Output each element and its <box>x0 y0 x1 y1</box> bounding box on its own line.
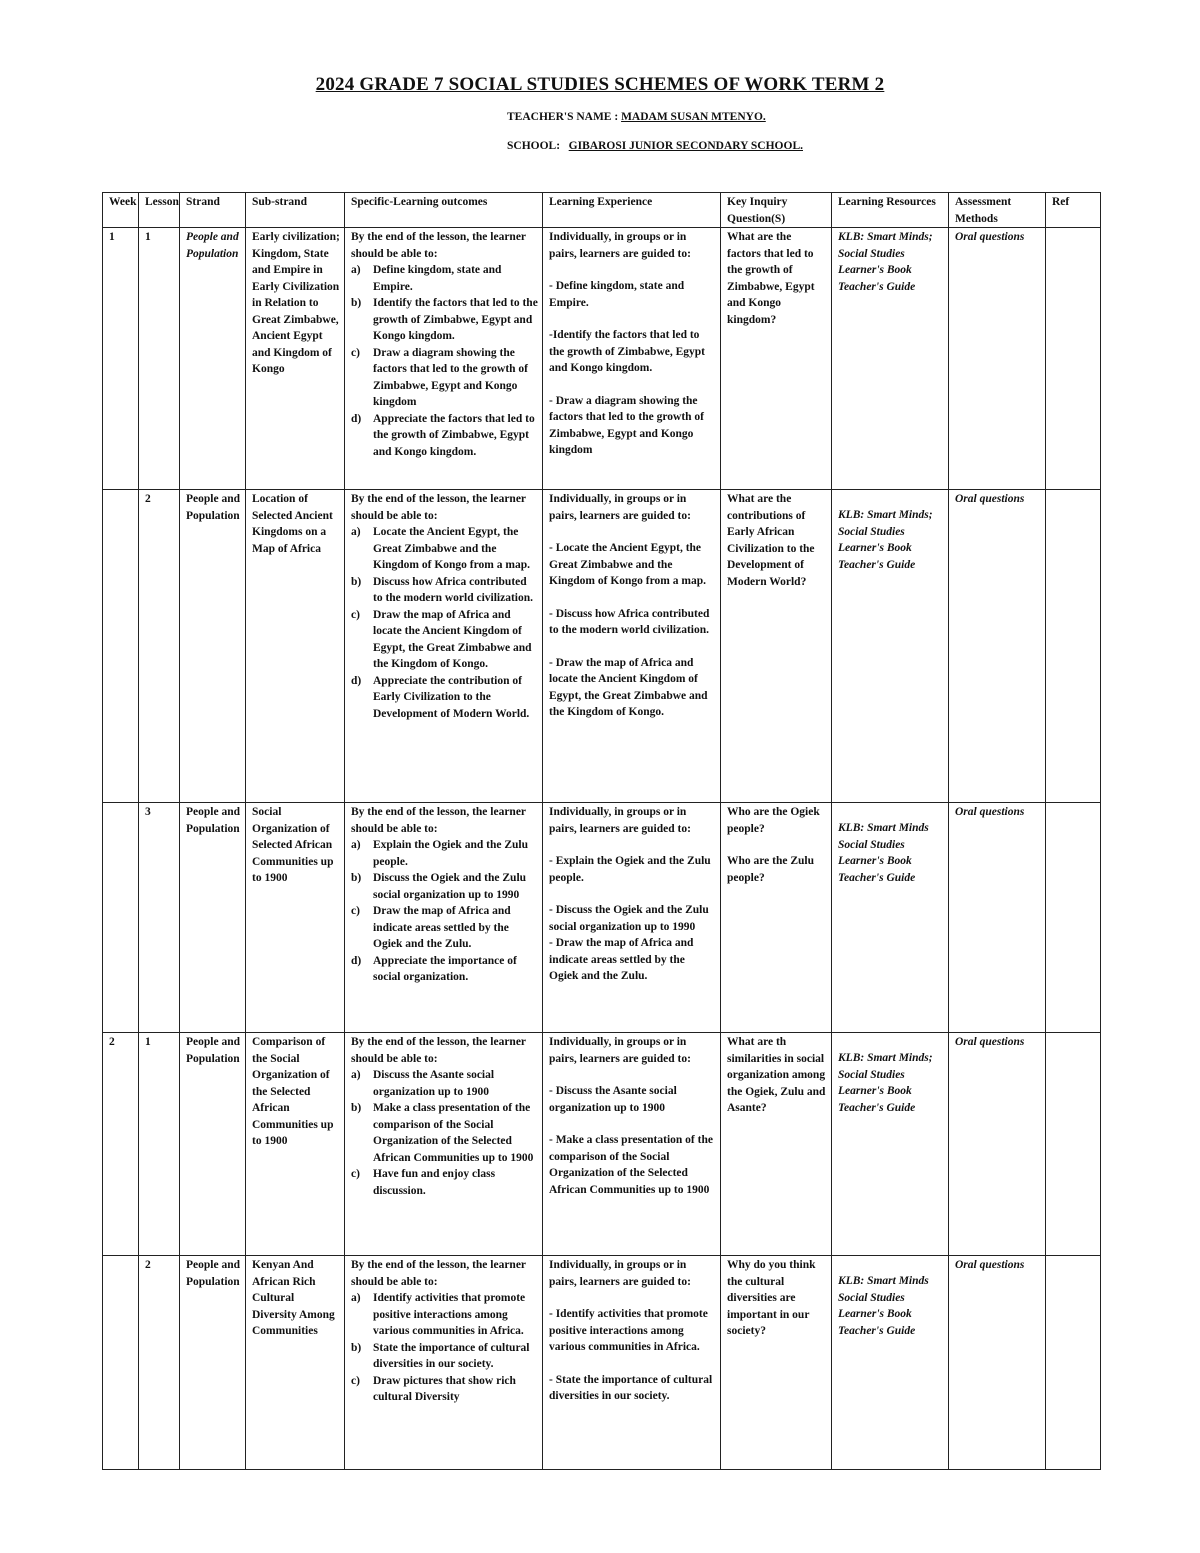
week-cell: 2 <box>103 1033 139 1256</box>
header-inquiry: Key Inquiry Question(S) <box>721 193 832 228</box>
outcome-item <box>351 1067 538 1100</box>
substrand-cell: Comparison of the Social Organization of the Selected African Communities up to 1900 <box>246 1033 345 1256</box>
experience-item: - Draw the map of Africa and locate the Ancient Kingdom of Egypt, the Great Zimbabwe and the Kingdom of Kongo. <box>549 656 708 718</box>
table-row <box>103 490 1101 803</box>
outcome-letter: b) <box>351 1341 362 1354</box>
outcomes-list <box>351 1067 538 1199</box>
outcome-item <box>351 295 538 345</box>
ref-cell <box>1046 803 1101 1033</box>
outcomes-cell <box>345 490 543 803</box>
outcome-item <box>351 673 538 723</box>
outcome-letter: c) <box>351 1168 360 1180</box>
lesson-cell: 2 <box>139 490 180 803</box>
inquiry-question: Who are the Zulu people? <box>727 855 815 884</box>
header-outcomes: Specific-Learning outcomes <box>345 193 543 228</box>
outcome-text: Draw a diagram showing the factors that led to the growth of Zimbabwe, Egypt and Kongo kingdom <box>373 346 529 408</box>
outcome-text: State the importance of cultural diversities in our society. <box>373 1341 530 1370</box>
outcome-item <box>351 262 538 295</box>
experience-item: - Define kingdom, state and Empire. <box>549 280 685 309</box>
experience-item: - Locate the Ancient Egypt, the Great Zimbabwe and the Kingdom of Kongo from a map. <box>549 542 706 587</box>
outcome-letter: c) <box>351 905 360 917</box>
strand-cell: People and Population <box>180 1033 246 1256</box>
experience-intro: Individually, in groups or in pairs, learners are guided to: <box>549 1036 691 1065</box>
header-substrand: Sub-strand <box>246 193 345 228</box>
inquiry-question: What are th similarities in social organization among the Ogiek, Zulu and Asante? <box>727 1036 826 1114</box>
outcomes-cell <box>345 803 543 1033</box>
inquiry-cell <box>721 490 832 803</box>
outcome-text: Appreciate the factors that led to the growth of Zimbabwe, Egypt and Kongo kingdom. <box>373 412 535 458</box>
header-assessment: Assessment Methods <box>949 193 1046 228</box>
lesson-cell: 3 <box>139 803 180 1033</box>
outcome-item <box>351 345 538 411</box>
experience-item: - State the importance of cultural diversities in our society. <box>549 1373 713 1402</box>
strand-cell: People and Population <box>180 803 246 1033</box>
experience-cell <box>543 803 721 1033</box>
outcome-letter: c) <box>351 608 360 621</box>
outcome-item <box>351 524 538 574</box>
outcome-item <box>351 837 538 870</box>
outcomes-intro: By the end of the lesson, the learner should be able to: <box>351 1259 526 1288</box>
outcome-item <box>351 1340 538 1373</box>
inquiry-cell <box>721 1256 832 1470</box>
assessment-cell: Oral questions <box>949 490 1046 803</box>
ref-cell <box>1046 490 1101 803</box>
outcome-text: Draw the map of Africa and locate the Ancient Kingdom of Egypt, the Great Zimbabwe and the Kingdom of Kongo. <box>373 608 532 670</box>
outcome-text: Discuss how Africa contributed to the modern world civilization. <box>373 575 534 604</box>
outcome-text: Identify the factors that led to the growth of Zimbabwe, Egypt and Kongo kingdom. <box>373 297 538 342</box>
lesson-cell: 2 <box>139 1256 180 1470</box>
teacher-name: MADAM SUSAN MTENYO. <box>621 111 766 123</box>
inquiry-question: What are the contributions of Early African Civilization to the Development of Modern World? <box>727 493 815 588</box>
outcome-letter: a) <box>351 839 361 851</box>
resources-cell: KLB: Smart Minds Social Studies Learner's Book Teacher's Guide <box>832 803 949 1033</box>
ref-cell <box>1046 1256 1101 1470</box>
inquiry-question: Why do you think the cultural diversities are important in our society? <box>727 1259 816 1337</box>
week-cell: 1 <box>103 228 139 490</box>
outcome-item <box>351 1166 538 1199</box>
substrand-cell: Social Organization of Selected African Communities up to 1900 <box>246 803 345 1033</box>
outcome-letter: a) <box>351 1069 361 1081</box>
outcome-text: Appreciate the contribution of Early Civilization to the Development of Modern World. <box>373 674 530 720</box>
header-resources: Learning Resources <box>832 193 949 228</box>
outcomes-list <box>351 1290 538 1406</box>
outcome-item <box>351 903 538 953</box>
assessment-cell: Oral questions <box>949 1256 1046 1470</box>
week-cell <box>103 1256 139 1470</box>
strand-cell: People and Population <box>180 228 246 490</box>
inquiry-cell <box>721 803 832 1033</box>
outcomes-intro: By the end of the lesson, the learner should be able to: <box>351 493 526 522</box>
experience-intro: Individually, in groups or in pairs, learners are guided to: <box>549 231 691 260</box>
assessment-cell: Oral questions <box>949 1033 1046 1256</box>
outcomes-cell <box>345 1256 543 1470</box>
outcome-item <box>351 1373 538 1406</box>
outcome-text: Draw the map of Africa and indicate areas settled by the Ogiek and the Zulu. <box>373 905 511 950</box>
table-row <box>103 228 1101 490</box>
teacher-label: TEACHER'S NAME : <box>507 111 619 123</box>
outcome-letter: a) <box>351 526 361 538</box>
inquiry-cell <box>721 228 832 490</box>
inquiry-question: What are the factors that led to the growth of Zimbabwe, Egypt and Kongo kingdom? <box>727 231 815 326</box>
experience-item: - Make a class presentation of the comparison of the Social Organization of the Selected African Communities up to 1900 <box>549 1134 713 1196</box>
outcome-item <box>351 574 538 607</box>
document-title: 2024 GRADE 7 SOCIAL STUDIES SCHEMES OF WORK TERM 2 <box>315 74 885 95</box>
teacher-name-line <box>507 111 766 123</box>
outcome-item <box>351 607 538 673</box>
outcome-item <box>351 1100 538 1166</box>
outcomes-list <box>351 262 538 460</box>
week-cell <box>103 490 139 803</box>
resources-cell: KLB: Smart Minds; Social Studies Learner's Book Teacher's Guide <box>832 1033 949 1256</box>
school-line <box>507 140 803 152</box>
header-week: Week <box>103 193 139 228</box>
experience-item: - Draw the map of Africa and indicate areas settled by the Ogiek and the Zulu. <box>549 937 694 982</box>
experience-item: - Draw a diagram showing the factors that led to the growth of Zimbabwe, Egypt and Kongo kingdom <box>549 394 705 456</box>
experience-item: - Explain the Ogiek and the Zulu people. <box>549 855 711 884</box>
outcome-item <box>351 1290 538 1340</box>
resources-cell: KLB: Smart Minds; Social Studies Learner's Book Teacher's Guide <box>832 228 949 490</box>
school-label: SCHOOL: <box>507 140 561 152</box>
outcome-text: Have fun and enjoy class discussion. <box>373 1168 496 1197</box>
outcome-letter: c) <box>351 346 360 359</box>
outcome-text: Identify activities that promote positive interactions among various communities in Africa. <box>373 1292 526 1337</box>
outcome-letter: b) <box>351 872 362 884</box>
outcome-letter: a) <box>351 1292 361 1304</box>
strand-cell: People and Population <box>180 1256 246 1470</box>
outcomes-intro: By the end of the lesson, the learner should be able to: <box>351 231 526 260</box>
outcome-letter: b) <box>351 575 362 588</box>
outcome-item <box>351 870 538 903</box>
experience-cell <box>543 1256 721 1470</box>
resources-cell: KLB: Smart Minds; Social Studies Learner's Book Teacher's Guide <box>832 490 949 803</box>
outcomes-intro: By the end of the lesson, the learner should be able to: <box>351 1036 526 1065</box>
outcome-letter: d) <box>351 412 362 425</box>
outcome-text: Discuss the Ogiek and the Zulu social organization up to 1990 <box>373 872 527 901</box>
header-lesson: Lesson <box>139 193 180 228</box>
outcome-letter: b) <box>351 1102 362 1114</box>
lesson-cell: 1 <box>139 1033 180 1256</box>
outcome-text: Define kingdom, state and Empire. <box>373 264 502 293</box>
experience-item: - Discuss how Africa contributed to the modern world civilization. <box>549 607 710 636</box>
outcome-item <box>351 411 538 461</box>
outcomes-list <box>351 524 538 722</box>
outcomes-cell <box>345 228 543 490</box>
experience-cell <box>543 1033 721 1256</box>
outcome-text: Explain the Ogiek and the Zulu people. <box>373 839 528 868</box>
experience-item: - Identify activities that promote positive interactions among various communities in Africa. <box>549 1308 708 1353</box>
resources-cell: KLB: Smart Minds Social Studies Learner's Book Teacher's Guide <box>832 1256 949 1470</box>
experience-item: -Identify the factors that led to the growth of Zimbabwe, Egypt and Kongo kingdom. <box>549 329 706 374</box>
ref-cell <box>1046 228 1101 490</box>
outcome-text: Make a class presentation of the comparison of the Social Organization of the Selected African Communities up to 1900 <box>373 1102 534 1164</box>
outcome-letter: c) <box>351 1374 360 1387</box>
experience-intro: Individually, in groups or in pairs, learners are guided to: <box>549 806 691 835</box>
scheme-table <box>102 192 1101 1470</box>
experience-intro: Individually, in groups or in pairs, learners are guided to: <box>549 493 691 522</box>
substrand-cell: Early civilization; Kingdom, State and Empire in Early Civilization in Relation to Great Zimbabwe, Ancient Egypt and Kingdom of Kongo <box>246 228 345 490</box>
week-cell <box>103 803 139 1033</box>
assessment-cell: Oral questions <box>949 228 1046 490</box>
table-row <box>103 803 1101 1033</box>
outcome-text: Discuss the Asante social organization up to 1900 <box>373 1069 495 1098</box>
lesson-cell: 1 <box>139 228 180 490</box>
outcome-letter: b) <box>351 297 362 309</box>
outcomes-cell <box>345 1033 543 1256</box>
header-ref: Ref <box>1046 193 1101 228</box>
strand-cell: People and Population <box>180 490 246 803</box>
inquiry-question: Who are the Ogiek people? <box>727 806 820 835</box>
outcome-text: Draw pictures that show rich cultural Diversity <box>373 1374 516 1403</box>
school-name: GIBAROSI JUNIOR SECONDARY SCHOOL. <box>568 140 803 152</box>
experience-item: - Discuss the Asante social organization up to 1900 <box>549 1085 677 1114</box>
table-row <box>103 1033 1101 1256</box>
substrand-cell: Location of Selected Ancient Kingdoms on a Map of Africa <box>246 490 345 803</box>
header-row <box>103 193 1101 228</box>
inquiry-cell <box>721 1033 832 1256</box>
header-strand: Strand <box>180 193 246 228</box>
experience-item: - Discuss the Ogiek and the Zulu social organization up to 1990 <box>549 904 709 933</box>
experience-cell <box>543 490 721 803</box>
outcome-item <box>351 953 538 986</box>
outcome-letter: d) <box>351 954 362 967</box>
outcomes-list <box>351 837 538 986</box>
outcome-text: Locate the Ancient Egypt, the Great Zimbabwe and the Kingdom of Kongo from a map. <box>373 526 530 571</box>
outcome-letter: d) <box>351 674 362 687</box>
table-row <box>103 1256 1101 1470</box>
experience-cell <box>543 228 721 490</box>
outcome-letter: a) <box>351 264 361 276</box>
header-experience: Learning Experience <box>543 193 721 228</box>
assessment-cell: Oral questions <box>949 803 1046 1033</box>
experience-intro: Individually, in groups or in pairs, learners are guided to: <box>549 1259 691 1288</box>
outcome-text: Appreciate the importance of social organization. <box>373 954 517 983</box>
ref-cell <box>1046 1033 1101 1256</box>
substrand-cell: Kenyan And African Rich Cultural Diversity Among Communities <box>246 1256 345 1470</box>
outcomes-intro: By the end of the lesson, the learner should be able to: <box>351 806 526 835</box>
